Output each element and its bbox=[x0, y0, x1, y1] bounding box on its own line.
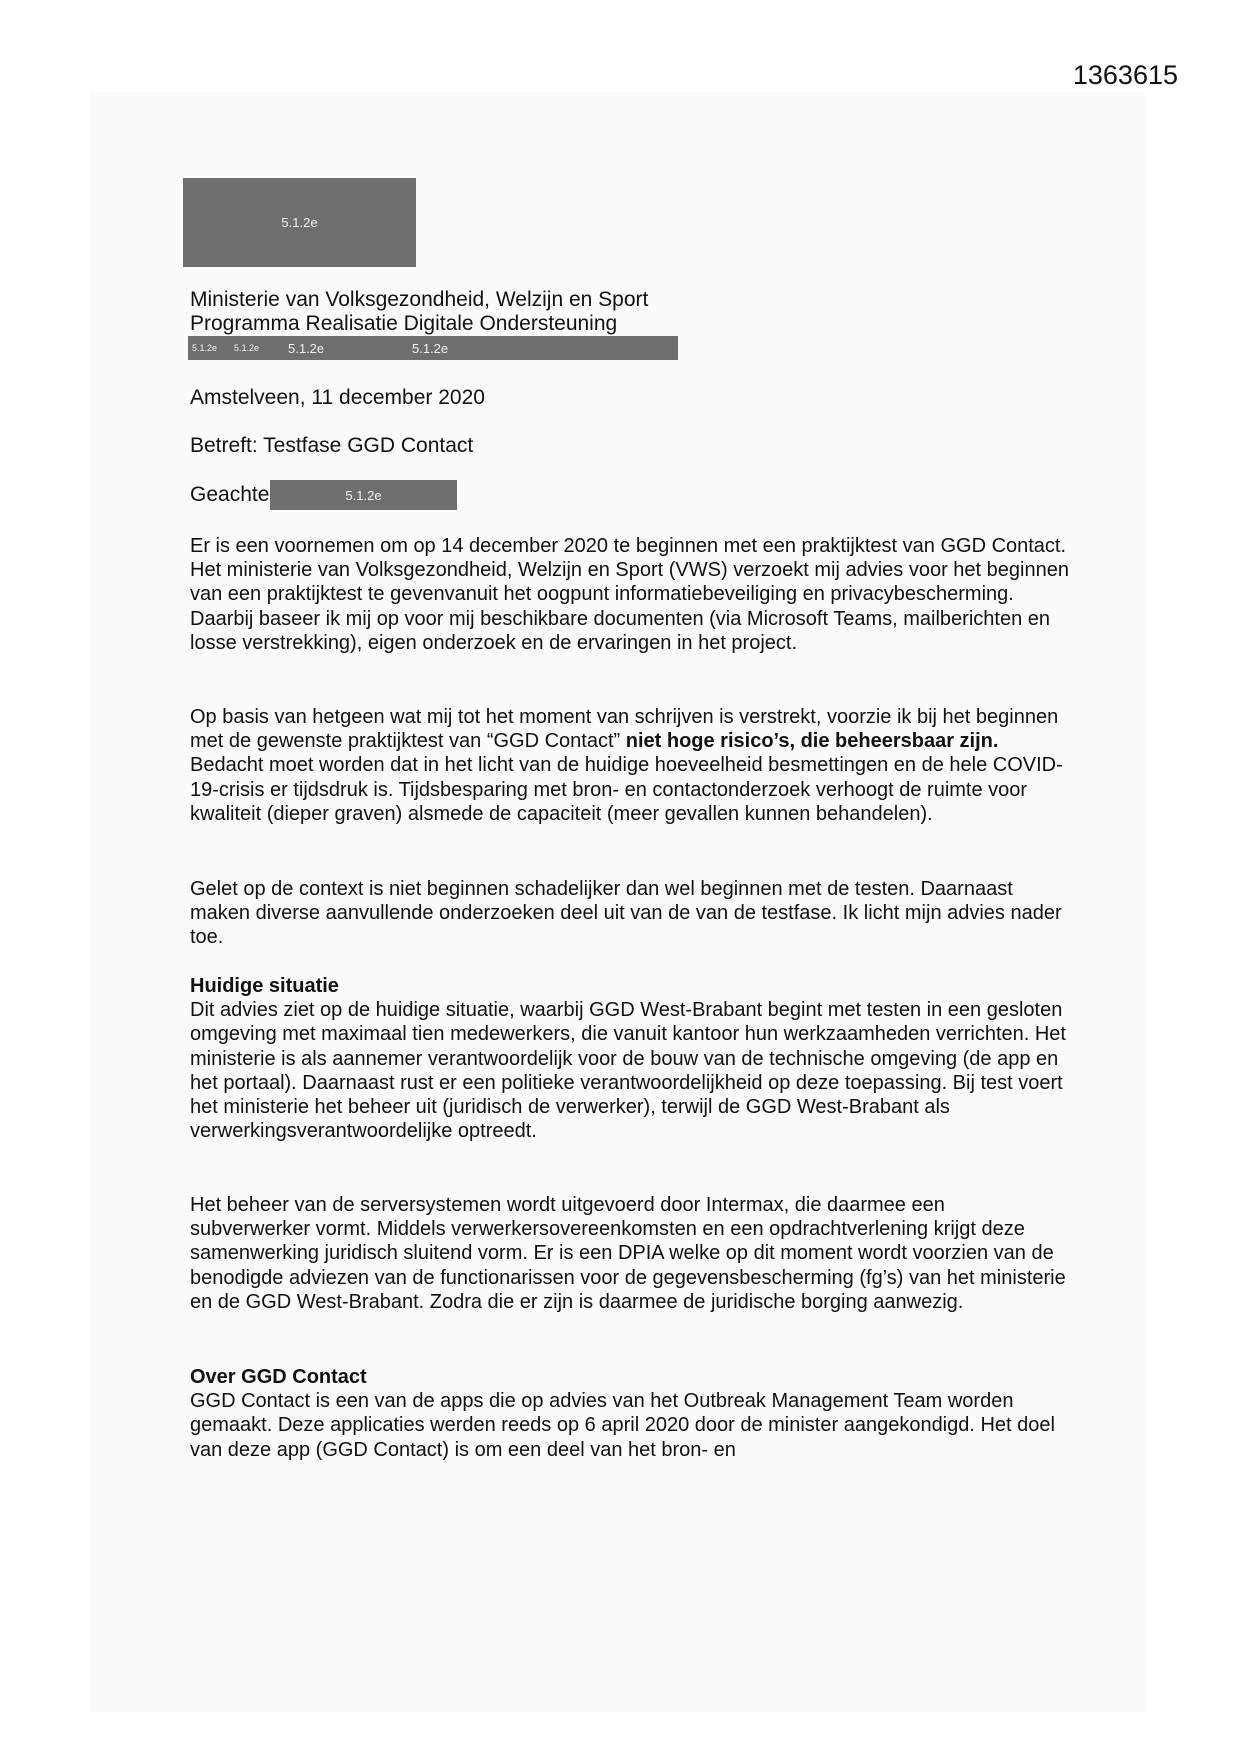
paragraph-text: Op basis van hetgeen wat mij tot het moment van schrijven is verstrekt, voorzie ik bij het beginnen met de gewenste praktijktest van “GGD Contact” bbox=[190, 706, 1059, 753]
subject-line: Betreft: Testfase GGD Contact bbox=[190, 434, 474, 457]
section-heading: Huidige situatie bbox=[190, 975, 339, 997]
paragraph-intro: Er is een voornemen om op 14 december 2020 te beginnen met een praktijktest van GGD Contact. Het ministerie van Volksgezondheid, Welzijn en Sport (VWS) verzoekt mij advies voor het beginnen van een praktijktest te gevenvanuit het oogpunt informatiebeveiliging en privacybescherming. Daarbij baseer ik mij op voor mij beschikbare documenten (via Microsoft Teams, mailberichten en losse verstrekking), eigen onderzoek en de ervaringen in het project. bbox=[190, 535, 1069, 654]
paragraph-context: Gelet op de context is niet beginnen schadelijker dan wel beginnen met de testen. Daarnaast maken diverse aanvullende onderzoeken deel uit van de van de testfase. Ik licht mijn advies nader toe. bbox=[190, 878, 1062, 949]
paragraph-about-ggd-contact: GGD Contact is een van de apps die op advies van het Outbreak Management Team worden gemaakt. Deze applicaties werden reeds op 6 april 2020 door de minister aangekondigd. Het doel van deze app (GGD Contact) is om een deel van het bron- en bbox=[190, 1390, 1055, 1461]
redaction-code: 5.1.2e bbox=[345, 487, 382, 503]
date-line: Amstelveen, 11 december 2020 bbox=[190, 386, 485, 409]
paragraph-current-situation: Dit advies ziet op de huidige situatie, waarbij GGD West-Brabant begint met testen in een gesloten omgeving met maximaal tien medewerkers, die vanuit kantoor hun werkzaamheden verrichten. Het ministerie is als aannemer verantwoordelijk voor de bouw van de technische omgeving (de app en het portaal). Daarnaast rust er een politieke verantwoordelijkheid op deze toepassing. Bij test voert het ministerie het beheer uit (juridisch de verwerker), terwijl de GGD West-Brabant als verwerkingsverantwoordelijke optreedt. bbox=[190, 999, 1066, 1143]
risk-conclusion: niet hoge risico’s, die beheersbaar zijn. bbox=[625, 730, 999, 753]
document-number: 1363615 bbox=[1072, 60, 1178, 90]
paragraph-assessment bbox=[190, 705, 1070, 826]
letterhead-redaction bbox=[183, 178, 416, 267]
recipient-line-1: Ministerie van Volksgezondheid, Welzijn en Sport bbox=[190, 288, 649, 311]
redaction-code: 5.1.2e bbox=[192, 343, 218, 353]
paragraph-server-management: Het beheer van de serversystemen wordt uitgevoerd door Intermax, die daarmee een subverwerker vormt. Middels verwerkersovereenkomsten en een opdrachtverlening krijgt deze samenwerking juridisch sluitend vorm. Er is een DPIA welke op dit moment wordt voorzien van de benodigde adviezen van de functionarissen voor de gegevensbescherming (fg’s) van het ministerie en de GGD West-Brabant. Zodra die er zijn is daarmee de juridische borging aanwezig. bbox=[190, 1194, 1066, 1313]
redaction-code: 5.1.2e bbox=[288, 341, 325, 356]
redaction-code: 5.1.2e bbox=[281, 215, 318, 230]
address-redaction bbox=[188, 336, 678, 360]
section-current-situation bbox=[190, 974, 1070, 1143]
section-heading: Over GGD Contact bbox=[190, 1366, 367, 1388]
redaction-code: 5.1.2e bbox=[234, 343, 260, 353]
salutation: Geachte bbox=[190, 483, 270, 506]
redaction-code: 5.1.2e bbox=[412, 341, 449, 356]
paragraph-text: Bedacht moet worden dat in het licht van de huidige hoeveelheid besmettingen en de hele COVID-19-crisis er tijdsdruk is. Tijdsbesparing met bron- en contactonderzoek verhoogt de ruimte voor kwaliteit (dieper graven) alsmede de capaciteit (meer gevallen kunnen behandelen). bbox=[190, 754, 1063, 825]
recipient-line-2: Programma Realisatie Digitale Ondersteuning bbox=[190, 312, 618, 335]
salutation-redaction bbox=[270, 480, 457, 510]
section-about-ggd-contact bbox=[190, 1365, 1070, 1462]
